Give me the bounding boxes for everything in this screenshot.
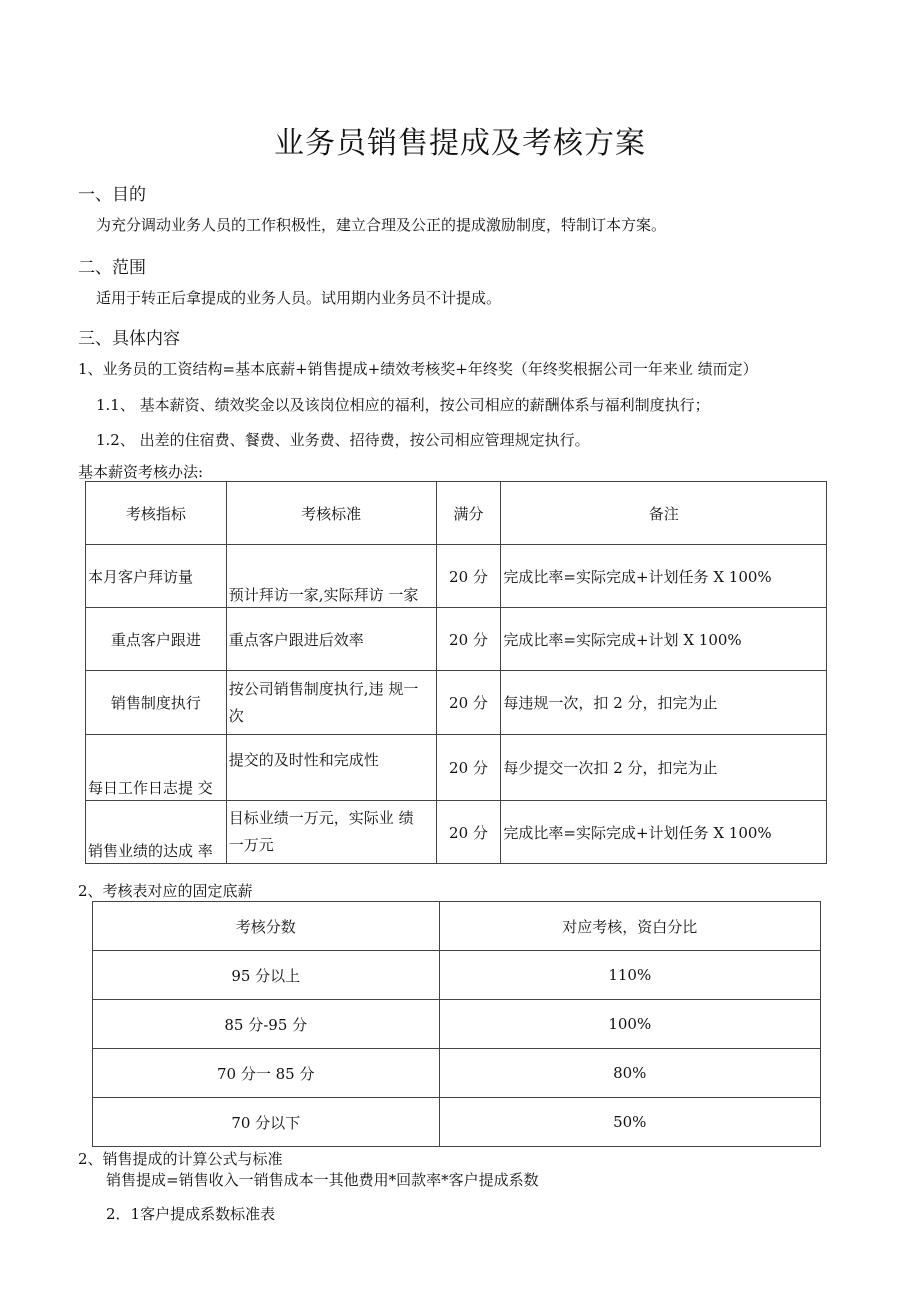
page-title: 业务员销售提成及考核方案 <box>274 126 646 161</box>
header-indicator: 考核指标 <box>86 482 227 545</box>
section-heading-purpose: 一、目的 <box>78 185 146 205</box>
fixed-salary-heading: 2、考核表对应的固定底薪 <box>78 882 253 900</box>
table-header-row <box>86 482 827 545</box>
table-row <box>93 1098 821 1147</box>
row-percent: 50% <box>439 1098 820 1147</box>
row-standard: 预计拜访一家,实际拜访 一家 <box>226 545 436 608</box>
row-note: 完成比率=实际完成+计划任务 X 100% <box>501 545 827 608</box>
row-indicator: 每日工作日志提 交 <box>86 735 227 801</box>
commission-heading: 2、销售提成的计算公式与标准 <box>78 1150 283 1168</box>
row-score: 20 分 <box>436 801 501 864</box>
section-heading-content: 三、具体内容 <box>78 329 180 349</box>
row-score: 20 分 <box>436 545 501 608</box>
row-indicator: 销售业绩的达成 率 <box>86 801 227 864</box>
row-score: 20 分 <box>436 735 501 801</box>
row-note: 完成比率=实际完成+计划 X 100% <box>501 608 827 671</box>
commission-formula: 销售提成=销售收入一销售成本一其他费用*回款率*客户提成系数 <box>106 1171 539 1189</box>
row-score: 20 分 <box>436 671 501 735</box>
row-standard: 重点客户跟进后效率 <box>226 608 436 671</box>
row-indicator: 本月客户拜访量 <box>86 545 227 608</box>
row-standard <box>226 671 436 735</box>
row-indicator: 重点客户跟进 <box>86 608 227 671</box>
row-score-range: 70 分以下 <box>93 1098 440 1147</box>
row-score-range: 85 分-95 分 <box>93 1000 440 1049</box>
table-row <box>93 951 821 1000</box>
row-note: 每违规一次，扣 2 分，扣完为止 <box>501 671 827 735</box>
row-standard <box>226 801 436 864</box>
header-note: 备注 <box>501 482 827 545</box>
salary-item-1-2: 1.2、 出差的住宿费、餐费、业务费、招待费，按公司相应管理规定执行。 <box>96 431 590 449</box>
row-note: 每少提交一次扣 2 分，扣完为止 <box>501 735 827 801</box>
coefficient-table-heading: 2．1客户提成系数标准表 <box>106 1205 276 1223</box>
row-percent: 80% <box>439 1049 820 1098</box>
row-note: 完成比率=实际完成+计划任务 X 100% <box>501 801 827 864</box>
table-row <box>86 545 827 608</box>
row-standard: 提交的及时性和完成性 <box>226 735 436 801</box>
header-score: 满分 <box>436 482 501 545</box>
header-score-range: 考核分数 <box>93 902 440 951</box>
purpose-text: 为充分调动业务人员的工作积极性，建立合理及公正的提成激励制度，特制订本方案。 <box>96 216 667 234</box>
table-row <box>86 801 827 864</box>
table-row <box>86 735 827 801</box>
table-row <box>86 608 827 671</box>
table-row <box>86 671 827 735</box>
fixed-salary-table <box>92 901 821 1147</box>
assessment-table <box>85 481 827 864</box>
row-standard-line2: 次 <box>228 706 244 725</box>
row-percent: 100% <box>439 1000 820 1049</box>
header-standard: 考核标准 <box>226 482 436 545</box>
table1-caption: 基本薪资考核办法: <box>78 463 204 481</box>
row-standard-line1: 目标业绩一万元，实际业 绩 <box>228 809 414 827</box>
row-score-range: 70 分一 85 分 <box>93 1049 440 1098</box>
row-standard-line2: 一万元 <box>228 836 274 854</box>
header-percent: 对应考核，资白分比 <box>439 902 820 951</box>
table-header-row <box>93 902 821 951</box>
row-score: 20 分 <box>436 608 501 671</box>
row-indicator: 销售制度执行 <box>86 671 227 735</box>
table-row <box>93 1049 821 1098</box>
row-standard-line1: 按公司销售制度执行,违 规一 <box>228 679 419 698</box>
row-percent: 110% <box>439 951 820 1000</box>
row-score-range: 95 分以上 <box>93 951 440 1000</box>
scope-text: 适用于转正后拿提成的业务人员。试用期内业务员不计提成。 <box>96 289 502 307</box>
salary-item-1-1: 1.1、 基本薪资、绩效奖金以及该岗位相应的福利，按公司相应的薪酬体系与福利制度执行； <box>96 396 710 414</box>
table-row <box>93 1000 821 1049</box>
salary-structure-text: 1、业务员的工资结构=基本底薪+销售提成+绩效考核奖+年终奖（年终奖根据公司一年来业 绩而定） <box>78 360 758 378</box>
section-heading-scope: 二、范围 <box>78 258 146 278</box>
